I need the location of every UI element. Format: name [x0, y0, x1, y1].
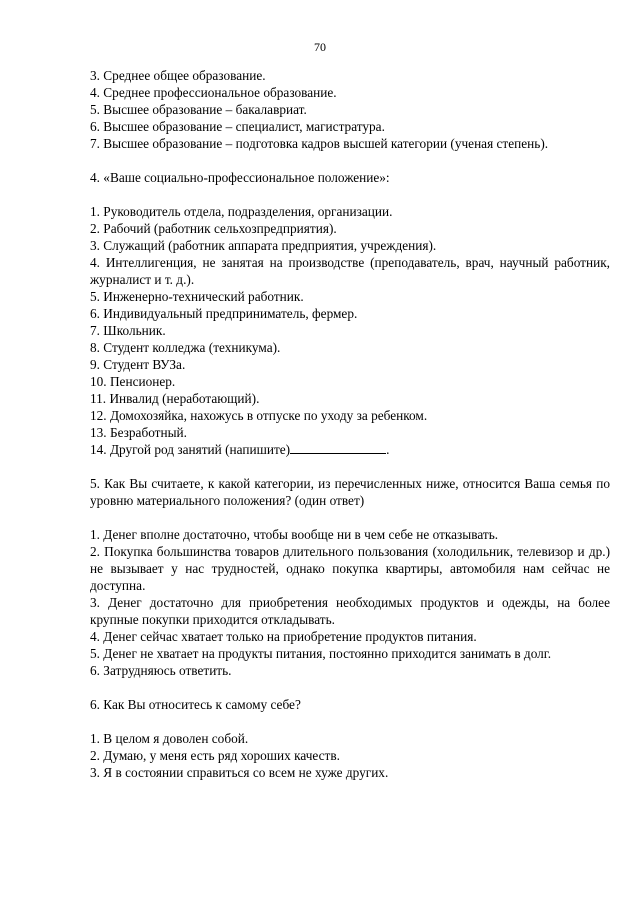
list-item: 4. Денег сейчас хватает только на приобретение продуктов питания.	[90, 629, 477, 644]
list-item: 1. Руководитель отдела, подразделения, организации.	[90, 204, 393, 219]
list-item: 4. Среднее профессиональное образование.	[90, 85, 337, 100]
list-item: 10. Пенсионер.	[90, 374, 176, 389]
list-item: 12. Домохозяйка, нахожусь в отпуске по уходу за ребенком.	[90, 408, 428, 423]
write-in-blank[interactable]	[290, 441, 386, 454]
page-number: 70	[314, 40, 326, 54]
list-item: 2. Думаю, у меня есть ряд хороших качеств.	[90, 748, 340, 763]
list-item: 3. Я в состоянии справиться со всем не хуже других.	[90, 765, 389, 780]
list-item: 7. Высшее образование – подготовка кадров высшей категории (ученая степень).	[90, 136, 549, 151]
list-item: 9. Студент ВУЗа.	[90, 357, 186, 372]
list-item: 7. Школьник.	[90, 323, 166, 338]
list-item: 4. Интеллигенция, не занятая на производстве (преподаватель, врач, научный работник, журналист и т. д.).	[90, 255, 610, 287]
question-title: 6. Как Вы относитесь к самому себе?	[90, 697, 301, 712]
list-item: 6. Индивидуальный предприниматель, фермер.	[90, 306, 358, 321]
list-item: 1. В целом я доволен собой.	[90, 731, 249, 746]
list-item-other	[90, 441, 610, 458]
list-item: 5. Денег не хватает на продукты питания, постоянно приходится занимать в долг.	[90, 646, 552, 661]
list-item: 6. Высшее образование – специалист, магистратура.	[90, 119, 385, 134]
question-title: 4. «Ваше социально-профессиональное положение»:	[90, 170, 390, 185]
list-item: 2. Покупка большинства товаров длительного пользования (холодильник, телевизор и др.) не вызывает у нас трудностей, однако покупка квартиры, автомобиля нам сейчас не доступна.	[90, 544, 610, 593]
other-label: 14. Другой род занятий (напишите)	[90, 442, 291, 457]
document-body	[90, 67, 610, 781]
other-end: .	[386, 442, 390, 457]
list-item: 6. Затрудняюсь ответить.	[90, 663, 232, 678]
list-item: 5. Инженерно-технический работник.	[90, 289, 304, 304]
list-item: 13. Безработный.	[90, 425, 187, 440]
list-item: 8. Студент колледжа (техникума).	[90, 340, 281, 355]
list-item: 1. Денег вполне достаточно, чтобы вообще ни в чем себе не отказывать.	[90, 527, 499, 542]
list-item: 3. Денег достаточно для приобретения необходимых продуктов и одежды, на более крупные покупки приходится откладывать.	[90, 595, 610, 627]
list-item: 3. Среднее общее образование.	[90, 68, 266, 83]
list-item: 2. Рабочий (работник сельхозпредприятия).	[90, 221, 337, 236]
list-item: 11. Инвалид (неработающий).	[90, 391, 260, 406]
question-title: 5. Как Вы считаете, к какой категории, из перечисленных ниже, относится Ваша семья по уровню материального положения? (один ответ)	[90, 476, 610, 508]
list-item: 3. Служащий (работник аппарата предприятия, учреждения).	[90, 238, 437, 253]
list-item: 5. Высшее образование – бакалавриат.	[90, 102, 307, 117]
